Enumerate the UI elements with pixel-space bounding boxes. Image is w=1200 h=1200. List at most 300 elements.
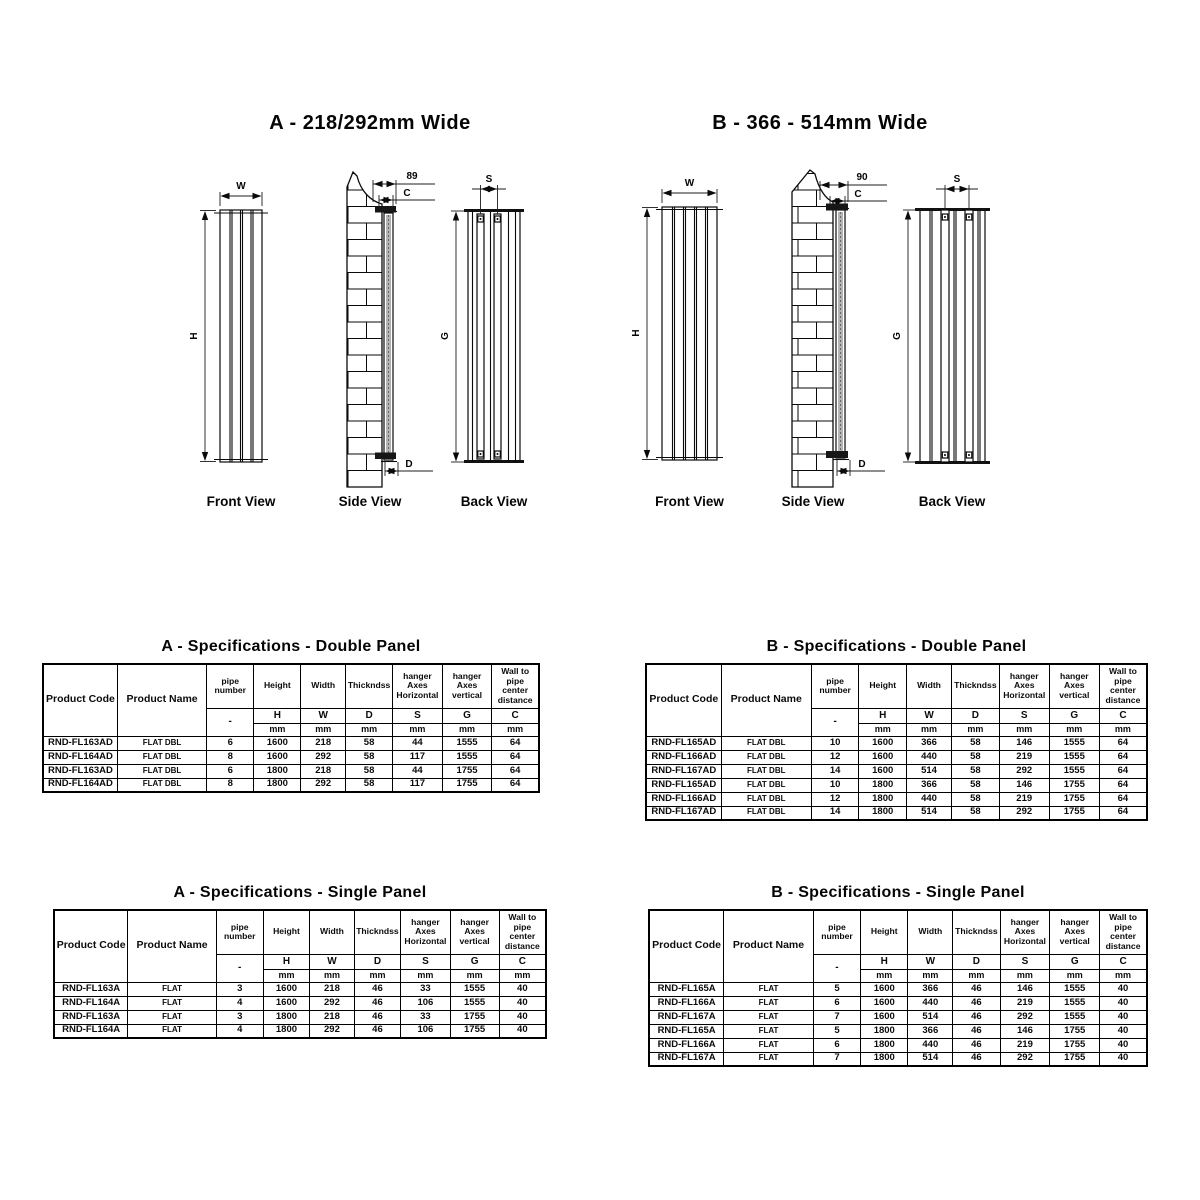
unit-header: mm xyxy=(1000,969,1050,982)
table-cell: 1800 xyxy=(859,778,907,792)
table-cell: 1600 xyxy=(254,736,301,750)
table-cell: 40 xyxy=(1100,1010,1147,1024)
table-cell: 514 xyxy=(908,1052,953,1066)
table-cell: 40 xyxy=(499,1010,546,1024)
back-view-label-b: Back View xyxy=(918,494,986,509)
table-cell: 1755 xyxy=(442,764,492,778)
table-cell: 64 xyxy=(492,764,539,778)
table-cell: 10 xyxy=(811,736,859,750)
column-header: pipe number xyxy=(216,910,263,954)
column-header: Thickndss xyxy=(953,910,1000,954)
unit-header: mm xyxy=(861,969,908,982)
table-cell: 1800 xyxy=(263,1024,310,1038)
table-cell: 292 xyxy=(301,778,346,792)
table-cell: RND-FL167A xyxy=(649,1010,724,1024)
unit-header: mm xyxy=(859,723,907,736)
table-cell: 7 xyxy=(813,1052,860,1066)
table-cell: 46 xyxy=(953,982,1000,996)
table-cell: 292 xyxy=(301,750,346,764)
table-cell: 146 xyxy=(1000,982,1050,996)
symbol-header: - xyxy=(207,708,254,736)
table-cell: FLAT DBL xyxy=(721,806,811,820)
column-header: Product Code xyxy=(43,664,117,736)
spec-table-b-double xyxy=(645,663,1148,821)
table-cell: 5 xyxy=(813,1024,860,1038)
table-cell: 64 xyxy=(1099,792,1147,806)
symbol-header: W xyxy=(310,954,354,969)
table-cell: RND-FL166AD xyxy=(646,750,721,764)
column-header: Wall to pipe center distance xyxy=(1099,664,1147,708)
front-view-a xyxy=(189,181,276,509)
table-cell: 1800 xyxy=(859,806,907,820)
table-cell: 6 xyxy=(207,764,254,778)
table-cell: FLAT xyxy=(128,1024,217,1038)
table-cell: RND-FL163A xyxy=(54,982,128,996)
table-cell: 1555 xyxy=(450,996,499,1010)
symbol-header: C xyxy=(492,708,539,723)
column-header: Height xyxy=(859,664,907,708)
table-cell: 1600 xyxy=(263,982,310,996)
table-cell: 64 xyxy=(1099,736,1147,750)
table-cell: RND-FL165A xyxy=(649,982,724,996)
table-cell: 46 xyxy=(953,1038,1000,1052)
table-cell: 1555 xyxy=(442,736,492,750)
dim-d-label-a: D xyxy=(405,459,413,470)
dim-s-label-a: S xyxy=(485,174,493,185)
table-cell: 1755 xyxy=(1050,1024,1100,1038)
table-cell: 46 xyxy=(354,982,401,996)
table-cell: 440 xyxy=(908,996,953,1010)
table-cell: 14 xyxy=(811,806,859,820)
symbol-header: G xyxy=(1050,954,1100,969)
table-cell: 64 xyxy=(1099,778,1147,792)
table-cell: 1755 xyxy=(1049,806,1099,820)
table-title: B - Specifications - Single Panel xyxy=(771,884,1025,901)
table-cell: 146 xyxy=(999,736,1049,750)
table-cell: 1600 xyxy=(263,996,310,1010)
table-cell: 64 xyxy=(492,736,539,750)
unit-header: mm xyxy=(1099,723,1147,736)
table-cell: 46 xyxy=(354,996,401,1010)
table-cell: 292 xyxy=(999,764,1049,778)
table-cell: FLAT xyxy=(724,996,814,1010)
column-header: Product Code xyxy=(649,910,724,982)
table-cell: 40 xyxy=(1100,996,1147,1010)
symbol-header: C xyxy=(1099,708,1147,723)
column-header: hanger Axes Horizontal xyxy=(393,664,443,708)
table-cell: 146 xyxy=(999,778,1049,792)
side-view-label-b: Side View xyxy=(781,494,845,509)
column-header: Height xyxy=(254,664,301,708)
unit-header: mm xyxy=(907,723,952,736)
table-title: A - Specifications - Single Panel xyxy=(173,884,427,901)
table-cell: 440 xyxy=(907,792,952,806)
table-cell: 64 xyxy=(492,750,539,764)
column-header: pipe number xyxy=(811,664,859,708)
table-cell: 8 xyxy=(207,750,254,764)
table-row xyxy=(43,750,539,764)
table-cell: 40 xyxy=(499,982,546,996)
table-cell: 366 xyxy=(908,1024,953,1038)
table-cell: 58 xyxy=(952,792,1000,806)
table-cell: 64 xyxy=(492,778,539,792)
table-cell: 3 xyxy=(216,982,263,996)
table-cell: 58 xyxy=(952,778,1000,792)
table-cell: 58 xyxy=(346,736,393,750)
column-header: Thickndss xyxy=(952,664,1000,708)
table-cell: 292 xyxy=(1000,1052,1050,1066)
unit-header: mm xyxy=(393,723,443,736)
table-cell: RND-FL163AD xyxy=(43,736,117,750)
table-cell: 3 xyxy=(216,1010,263,1024)
table-cell: 218 xyxy=(310,982,354,996)
section-b-title: B - 366 - 514mm Wide xyxy=(712,112,928,134)
table-cell: 44 xyxy=(393,736,443,750)
unit-header: mm xyxy=(1049,723,1099,736)
table-cell: FLAT DBL xyxy=(721,750,811,764)
column-header: Width xyxy=(908,910,953,954)
table-cell: 106 xyxy=(401,996,450,1010)
table-cell: 64 xyxy=(1099,806,1147,820)
table-row xyxy=(646,806,1147,820)
column-header: hanger Axes vertical xyxy=(450,910,499,954)
table-cell: 219 xyxy=(1000,1038,1050,1052)
table-cell: 1800 xyxy=(861,1052,908,1066)
table-cell: RND-FL163AD xyxy=(43,764,117,778)
table-cell: 40 xyxy=(1100,982,1147,996)
front-view-b xyxy=(631,178,724,509)
column-header: Product Name xyxy=(117,664,206,736)
symbol-header: S xyxy=(401,954,450,969)
table-cell: FLAT DBL xyxy=(117,778,206,792)
table-cell: 117 xyxy=(393,778,443,792)
column-header: hanger Axes vertical xyxy=(1049,664,1099,708)
symbol-header: G xyxy=(1049,708,1099,723)
table-cell: 292 xyxy=(1000,1010,1050,1024)
table-cell: 1555 xyxy=(1050,982,1100,996)
table-section-a-single xyxy=(53,884,547,1039)
table-cell: 1555 xyxy=(442,750,492,764)
table-cell: 1600 xyxy=(254,750,301,764)
table-cell: 1755 xyxy=(442,778,492,792)
table-cell: FLAT DBL xyxy=(721,764,811,778)
table-cell: 440 xyxy=(908,1038,953,1052)
column-header: Product Code xyxy=(646,664,721,736)
symbol-header: C xyxy=(1100,954,1147,969)
table-row xyxy=(646,764,1147,778)
unit-header: mm xyxy=(263,969,310,982)
column-header: Height xyxy=(861,910,908,954)
table-row xyxy=(646,792,1147,806)
unit-header: mm xyxy=(1050,969,1100,982)
table-cell: RND-FL165AD xyxy=(646,778,721,792)
table-cell: FLAT DBL xyxy=(721,792,811,806)
table-cell: FLAT DBL xyxy=(721,736,811,750)
table-cell: RND-FL167AD xyxy=(646,764,721,778)
column-header: Width xyxy=(301,664,346,708)
table-cell: 6 xyxy=(207,736,254,750)
section-a-title: A - 218/292mm Wide xyxy=(269,112,471,134)
table-cell: RND-FL166AD xyxy=(646,792,721,806)
unit-header: mm xyxy=(354,969,401,982)
column-header: Wall to pipe center distance xyxy=(492,664,539,708)
column-header: Width xyxy=(907,664,952,708)
table-cell: FLAT xyxy=(724,1010,814,1024)
symbol-header: G xyxy=(450,954,499,969)
table-cell: 440 xyxy=(907,750,952,764)
table-cell: RND-FL167AD xyxy=(646,806,721,820)
symbol-header: S xyxy=(393,708,443,723)
table-title: A - Specifications - Double Panel xyxy=(161,638,421,655)
table-cell: 1555 xyxy=(1049,764,1099,778)
table-cell: 1555 xyxy=(1049,736,1099,750)
table-row xyxy=(43,778,539,792)
table-title: B - Specifications - Double Panel xyxy=(766,638,1027,655)
column-header: hanger Axes Horizontal xyxy=(401,910,450,954)
dim-w-label-a: W xyxy=(236,181,246,192)
side-view-a xyxy=(339,171,435,509)
column-header: Wall to pipe center distance xyxy=(1100,910,1147,954)
column-header: Product Code xyxy=(54,910,128,982)
table-cell: 366 xyxy=(907,778,952,792)
table-cell: RND-FL164AD xyxy=(43,750,117,764)
table-cell: RND-FL164AD xyxy=(43,778,117,792)
table-cell: 218 xyxy=(310,1010,354,1024)
table-cell: RND-FL164A xyxy=(54,1024,128,1038)
table-cell: FLAT DBL xyxy=(117,750,206,764)
table-cell: FLAT xyxy=(724,1038,814,1052)
dim-g-label-b: G xyxy=(892,332,903,340)
unit-header: mm xyxy=(301,723,346,736)
table-cell: RND-FL165AD xyxy=(646,736,721,750)
table-cell: 46 xyxy=(953,1024,1000,1038)
table-cell: 146 xyxy=(1000,1024,1050,1038)
table-row xyxy=(646,750,1147,764)
table-cell: 4 xyxy=(216,996,263,1010)
table-cell: 292 xyxy=(310,1024,354,1038)
table-cell: FLAT xyxy=(128,982,217,996)
table-cell: 64 xyxy=(1099,750,1147,764)
side-view-b xyxy=(782,170,887,509)
table-row xyxy=(649,1024,1147,1038)
table-cell: 58 xyxy=(346,778,393,792)
dim-c-label-a: C xyxy=(403,188,411,199)
column-header: pipe number xyxy=(207,664,254,708)
table-cell: 6 xyxy=(813,1038,860,1052)
table-cell: 1600 xyxy=(861,996,908,1010)
table-cell: FLAT DBL xyxy=(117,736,206,750)
table-cell: 58 xyxy=(952,806,1000,820)
table-cell: FLAT xyxy=(724,982,814,996)
column-header: pipe number xyxy=(813,910,860,954)
side-view-label-a: Side View xyxy=(338,494,402,509)
table-cell: 40 xyxy=(1100,1038,1147,1052)
table-cell: FLAT xyxy=(724,1052,814,1066)
table-cell: 292 xyxy=(310,996,354,1010)
table-cell: 58 xyxy=(346,764,393,778)
table-cell: FLAT xyxy=(128,996,217,1010)
table-cell: 218 xyxy=(301,764,346,778)
symbol-header: D xyxy=(354,954,401,969)
table-row xyxy=(649,1038,1147,1052)
table-row xyxy=(43,764,539,778)
column-header: Width xyxy=(310,910,354,954)
back-view-b xyxy=(892,174,990,509)
unit-header: mm xyxy=(953,969,1000,982)
table-cell: 7 xyxy=(813,1010,860,1024)
table-cell: 1755 xyxy=(450,1024,499,1038)
table-cell: 514 xyxy=(908,1010,953,1024)
back-view-a xyxy=(440,174,528,509)
table-cell: 40 xyxy=(499,996,546,1010)
table-cell: 1800 xyxy=(254,764,301,778)
table-cell: 219 xyxy=(999,750,1049,764)
table-row xyxy=(54,1024,546,1038)
unit-header: mm xyxy=(952,723,1000,736)
dim-g-label-a: G xyxy=(440,332,451,340)
table-cell: 218 xyxy=(301,736,346,750)
table-cell: 46 xyxy=(953,996,1000,1010)
symbol-header: - xyxy=(811,708,859,736)
table-cell: 1755 xyxy=(1050,1052,1100,1066)
table-cell: 58 xyxy=(952,764,1000,778)
dim-s-label-b: S xyxy=(953,174,961,185)
column-header: Height xyxy=(263,910,310,954)
table-cell: 292 xyxy=(999,806,1049,820)
table-cell: 4 xyxy=(216,1024,263,1038)
table-row xyxy=(649,1010,1147,1024)
unit-header: mm xyxy=(401,969,450,982)
table-cell: 5 xyxy=(813,982,860,996)
symbol-header: - xyxy=(216,954,263,982)
table-cell: 1755 xyxy=(450,1010,499,1024)
table-cell: 1555 xyxy=(1049,750,1099,764)
table-cell: 6 xyxy=(813,996,860,1010)
table-row xyxy=(649,1052,1147,1066)
column-header: Product Name xyxy=(724,910,814,982)
section-b-drawing xyxy=(600,140,1040,520)
table-cell: 40 xyxy=(1100,1024,1147,1038)
dim-h-label-b: H xyxy=(631,329,642,337)
table-cell: 1800 xyxy=(861,1024,908,1038)
table-cell: 40 xyxy=(1100,1052,1147,1066)
table-cell: 12 xyxy=(811,750,859,764)
table-cell: 14 xyxy=(811,764,859,778)
table-row xyxy=(54,996,546,1010)
table-cell: 514 xyxy=(907,806,952,820)
table-cell: 44 xyxy=(393,764,443,778)
symbol-header: G xyxy=(442,708,492,723)
dim-wall-offset-label-a: 89 xyxy=(406,171,418,182)
unit-header: mm xyxy=(999,723,1049,736)
table-cell: 1600 xyxy=(861,1010,908,1024)
table-cell: 1755 xyxy=(1050,1038,1100,1052)
back-view-label-a: Back View xyxy=(460,494,528,509)
table-section-b-double xyxy=(645,638,1148,821)
unit-header: mm xyxy=(346,723,393,736)
table-cell: 58 xyxy=(952,750,1000,764)
table-cell: 8 xyxy=(207,778,254,792)
table-cell: 12 xyxy=(811,792,859,806)
table-cell: 58 xyxy=(952,736,1000,750)
unit-header: mm xyxy=(492,723,539,736)
table-cell: 40 xyxy=(499,1024,546,1038)
column-header: hanger Axes Horizontal xyxy=(999,664,1049,708)
table-cell: 219 xyxy=(1000,996,1050,1010)
front-view-label-b: Front View xyxy=(655,494,724,509)
symbol-header: W xyxy=(908,954,953,969)
section-a-drawing xyxy=(150,140,590,520)
table-cell: 58 xyxy=(346,750,393,764)
unit-header: mm xyxy=(254,723,301,736)
column-header: Product Name xyxy=(128,910,217,982)
table-row xyxy=(649,982,1147,996)
table-cell: RND-FL163A xyxy=(54,1010,128,1024)
table-cell: 1555 xyxy=(1050,1010,1100,1024)
front-view-label-a: Front View xyxy=(206,494,276,509)
table-cell: 10 xyxy=(811,778,859,792)
table-cell: 46 xyxy=(953,1010,1000,1024)
table-cell: 64 xyxy=(1099,764,1147,778)
table-cell: 1755 xyxy=(1049,778,1099,792)
table-cell: FLAT DBL xyxy=(117,764,206,778)
table-row xyxy=(646,736,1147,750)
column-header: Thickndss xyxy=(354,910,401,954)
table-section-b-single xyxy=(648,884,1148,1067)
dim-w-label-b: W xyxy=(684,178,695,189)
table-cell: FLAT DBL xyxy=(721,778,811,792)
table-section-a-double xyxy=(42,638,540,793)
table-row xyxy=(54,1010,546,1024)
table-cell: RND-FL166A xyxy=(649,996,724,1010)
symbol-header: D xyxy=(953,954,1000,969)
table-cell: 1800 xyxy=(263,1010,310,1024)
column-header: hanger Axes Horizontal xyxy=(1000,910,1050,954)
symbol-header: W xyxy=(907,708,952,723)
dim-d-label-b: D xyxy=(858,459,866,470)
table-cell: 46 xyxy=(953,1052,1000,1066)
unit-header: mm xyxy=(908,969,953,982)
table-cell: FLAT xyxy=(128,1010,217,1024)
table-cell: 1600 xyxy=(861,982,908,996)
table-cell: 33 xyxy=(401,1010,450,1024)
table-cell: 117 xyxy=(393,750,443,764)
table-cell: RND-FL166A xyxy=(649,1038,724,1052)
table-cell: RND-FL167A xyxy=(649,1052,724,1066)
column-header: Product Name xyxy=(721,664,811,736)
table-cell: RND-FL164A xyxy=(54,996,128,1010)
table-cell: 33 xyxy=(401,982,450,996)
unit-header: mm xyxy=(310,969,354,982)
spec-table-a-single xyxy=(53,909,547,1039)
table-cell: 1555 xyxy=(450,982,499,996)
symbol-header: C xyxy=(499,954,546,969)
symbol-header: H xyxy=(263,954,310,969)
table-cell: 366 xyxy=(907,736,952,750)
symbol-header: D xyxy=(952,708,1000,723)
symbol-header: S xyxy=(999,708,1049,723)
table-cell: FLAT xyxy=(724,1024,814,1038)
table-cell: 1600 xyxy=(859,750,907,764)
table-row xyxy=(646,778,1147,792)
symbol-header: H xyxy=(861,954,908,969)
dim-c-label-b: C xyxy=(854,189,862,200)
table-cell: 46 xyxy=(354,1010,401,1024)
column-header: hanger Axes vertical xyxy=(442,664,492,708)
table-cell: 1800 xyxy=(859,792,907,806)
column-header: hanger Axes vertical xyxy=(1050,910,1100,954)
table-cell: 1555 xyxy=(1050,996,1100,1010)
